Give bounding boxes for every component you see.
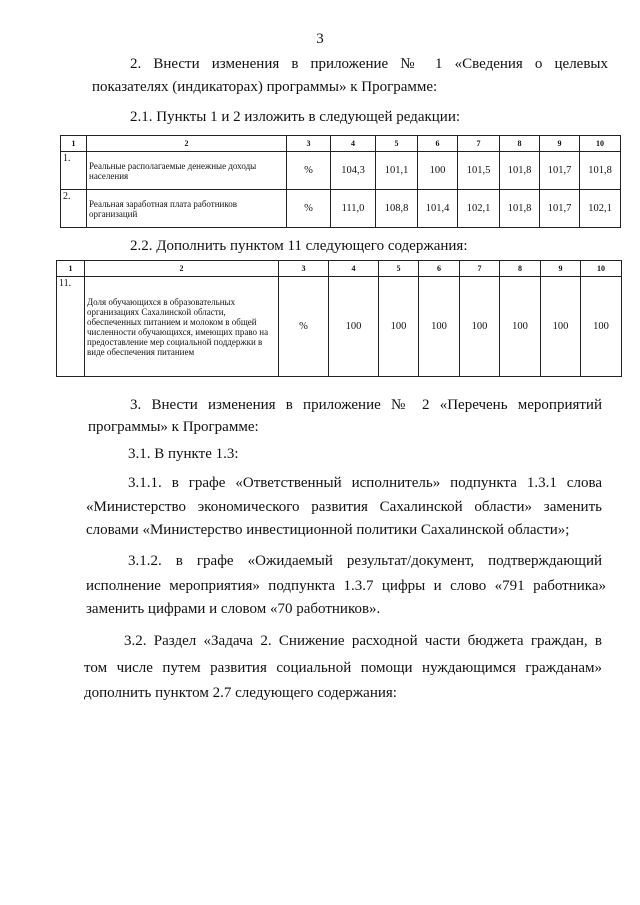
- value-cell: 100: [541, 277, 581, 377]
- value-cell: 101,7: [540, 190, 580, 228]
- indicator-name: Реальные располагаемые денежные доходы населения: [87, 152, 287, 190]
- para-3-2-line-2: том числе путем развития социальной помощи нуждающимся гражданам»: [84, 660, 602, 676]
- header-cell: 2: [85, 261, 279, 277]
- para-3-1-2-line-3: заменить цифрами и словом «70 работников».: [86, 601, 381, 617]
- row-index: 1.: [61, 152, 87, 190]
- table-row: [61, 190, 621, 228]
- value-cell: 101,5: [458, 152, 500, 190]
- value-cell: 101,8: [500, 152, 540, 190]
- value-cell: 100: [460, 277, 500, 377]
- header-cell: 5: [376, 136, 418, 152]
- header-cell: 1: [61, 136, 87, 152]
- value-cell: 111,0: [331, 190, 376, 228]
- value-cell: 108,8: [376, 190, 418, 228]
- indicators-table-2: [56, 260, 622, 377]
- value-cell: 101,1: [376, 152, 418, 190]
- para-3-1-2-line-1: 3.1.2. в графе «Ожидаемый результат/документ, подтверждающий: [128, 553, 602, 569]
- para-2-line-1: 2. Внести изменения в приложение № 1 «Сведения о целевых: [130, 56, 608, 72]
- unit-cell: %: [287, 152, 331, 190]
- unit-cell: %: [287, 190, 331, 228]
- header-cell: 5: [379, 261, 419, 277]
- header-cell: 3: [287, 136, 331, 152]
- indicator-name: Доля обучающихся в образовательных организациях Сахалинской области, обеспеченных питанием и молоком в общей численности обучающихся, имеющих право на предоставление мер социальной поддержки в виде обеспечения питанием: [85, 277, 279, 377]
- value-cell: 102,1: [458, 190, 500, 228]
- para-2-2: 2.2. Дополнить пунктом 11 следующего содержания:: [130, 238, 468, 254]
- header-cell: 2: [87, 136, 287, 152]
- value-cell: 100: [329, 277, 379, 377]
- header-cell: 8: [500, 261, 541, 277]
- header-cell: 3: [279, 261, 329, 277]
- value-cell: 100: [419, 277, 460, 377]
- para-3-1-2-line-2: исполнение мероприятия» подпункта 1.3.7 цифры и слово «791 работника»: [86, 578, 606, 594]
- value-cell: 100: [581, 277, 622, 377]
- header-cell: 10: [580, 136, 621, 152]
- table-row: [57, 277, 622, 377]
- indicator-name: Реальная заработная плата работников организаций: [87, 190, 287, 228]
- header-cell: 1: [57, 261, 85, 277]
- value-cell: 100: [379, 277, 419, 377]
- header-cell: 7: [458, 136, 500, 152]
- value-cell: 101,4: [418, 190, 458, 228]
- para-3-1-1-line-3: словами «Министерство инвестиционной политики Сахалинской области»;: [86, 522, 570, 538]
- header-cell: 7: [460, 261, 500, 277]
- para-3-2-line-3: дополнить пунктом 2.7 следующего содержания:: [84, 685, 397, 701]
- para-2-1: 2.1. Пункты 1 и 2 изложить в следующей редакции:: [130, 109, 461, 125]
- header-cell: 4: [329, 261, 379, 277]
- value-cell: 101,7: [540, 152, 580, 190]
- para-3-1-1-line-2: «Министерство экономического развития Сахалинской области» заменить: [86, 499, 602, 515]
- para-2-line-2: показателях (индикаторах) программы» к Программе:: [92, 79, 438, 95]
- indicators-table-1: [60, 135, 621, 228]
- table-header-row: [61, 136, 621, 152]
- table-row: [61, 152, 621, 190]
- para-3-line-2: программы» к Программе:: [88, 419, 259, 435]
- header-cell: 9: [541, 261, 581, 277]
- table-header-row: [57, 261, 622, 277]
- value-cell: 101,8: [500, 190, 540, 228]
- header-cell: 10: [581, 261, 622, 277]
- unit-cell: %: [279, 277, 329, 377]
- row-index: 11.: [57, 277, 85, 377]
- header-cell: 8: [500, 136, 540, 152]
- value-cell: 100: [418, 152, 458, 190]
- para-3-1-1-line-1: 3.1.1. в графе «Ответственный исполнитель» подпункта 1.3.1 слова: [128, 475, 602, 491]
- row-index: 2.: [61, 190, 87, 228]
- value-cell: 104,3: [331, 152, 376, 190]
- header-cell: 6: [418, 136, 458, 152]
- para-3-2-line-1: 3.2. Раздел «Задача 2. Снижение расходной части бюджета граждан, в: [124, 633, 602, 649]
- header-cell: 4: [331, 136, 376, 152]
- header-cell: 9: [540, 136, 580, 152]
- para-3-line-1: 3. Внести изменения в приложение № 2 «Перечень мероприятий: [130, 397, 602, 413]
- value-cell: 100: [500, 277, 541, 377]
- header-cell: 6: [419, 261, 460, 277]
- para-3-1: 3.1. В пункте 1.3:: [128, 446, 239, 462]
- page-number: 3: [316, 31, 324, 47]
- value-cell: 101,8: [580, 152, 621, 190]
- value-cell: 102,1: [580, 190, 621, 228]
